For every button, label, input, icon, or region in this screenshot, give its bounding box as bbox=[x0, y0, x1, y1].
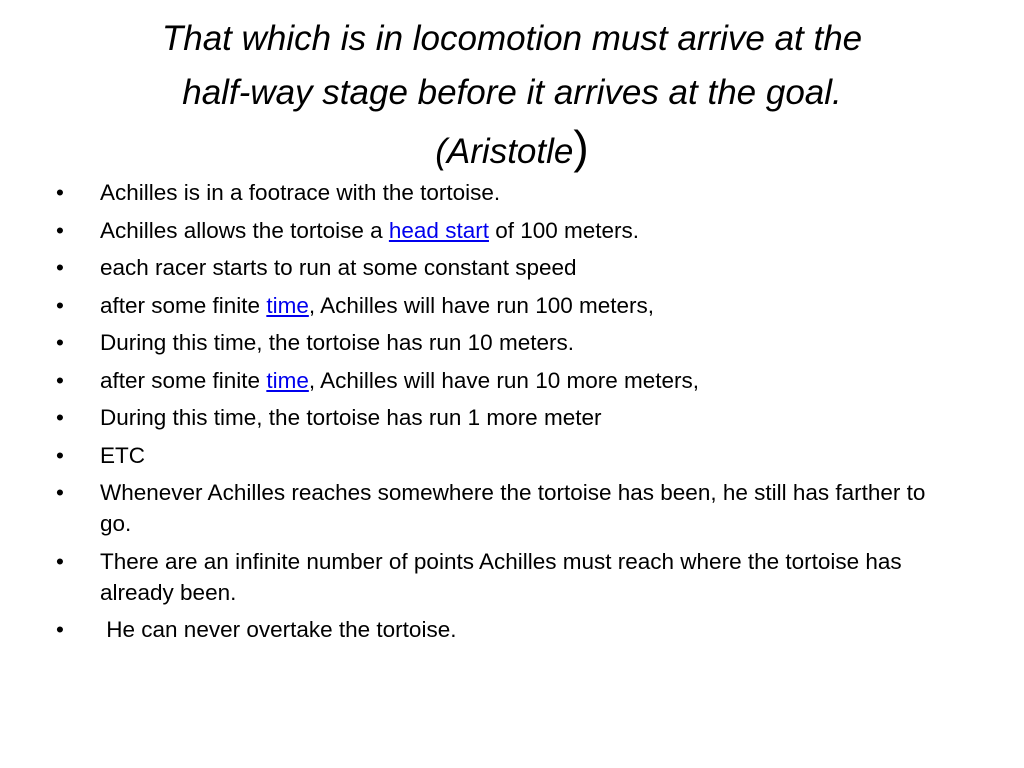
title-line-2: half-way stage before it arrives at the goal. bbox=[182, 73, 842, 112]
title-line-1: That which is in locomotion must arrive at the bbox=[161, 19, 863, 58]
bullet-marker: • bbox=[56, 548, 64, 574]
title-line-3 bbox=[60, 120, 964, 179]
bullet-list bbox=[56, 177, 956, 652]
time-link[interactable]: time bbox=[266, 292, 309, 318]
list-item bbox=[56, 290, 956, 321]
bullet-marker: • bbox=[56, 180, 64, 205]
list-item bbox=[56, 546, 956, 608]
list-item bbox=[56, 365, 956, 396]
bullet-text-post: , Achilles will have run 10 more meters, bbox=[308, 367, 700, 393]
list-item bbox=[56, 614, 956, 645]
bullet-text: During this time, the tortoise has run 1 more meter bbox=[100, 405, 602, 430]
bullet-marker: • bbox=[56, 617, 64, 642]
bullet-marker: • bbox=[56, 405, 64, 430]
bullet-text-pre: after some finite bbox=[100, 367, 267, 393]
title-closing-paren: ) bbox=[573, 121, 589, 173]
bullet-marker: • bbox=[56, 292, 64, 318]
bullet-marker: • bbox=[56, 217, 64, 243]
bullet-text-pre: after some finite bbox=[100, 292, 267, 318]
bullet-text: During this time, the tortoise has run 10 meters. bbox=[100, 330, 574, 355]
bullet-text: Whenever Achilles reaches somewhere the tortoise has been, he still has farther to go. bbox=[100, 480, 926, 536]
title-attribution: (Aristotle bbox=[435, 132, 574, 171]
bullet-text: Achilles is in a footrace with the tortoise. bbox=[100, 180, 501, 205]
time-link[interactable]: time bbox=[266, 367, 309, 393]
bullet-text-post: , Achilles will have run 100 meters, bbox=[308, 292, 655, 318]
slide-title bbox=[60, 12, 964, 179]
list-item bbox=[56, 440, 956, 471]
bullet-text: ETC bbox=[100, 442, 145, 468]
bullet-marker: • bbox=[56, 367, 64, 393]
list-item bbox=[56, 477, 956, 539]
bullet-marker: • bbox=[56, 480, 64, 505]
bullet-text: He can never overtake the tortoise. bbox=[100, 617, 457, 642]
list-item bbox=[56, 177, 956, 208]
bullet-marker: • bbox=[56, 255, 64, 280]
list-item bbox=[56, 252, 956, 283]
bullet-text-pre: Achilles allows the tortoise a bbox=[100, 217, 389, 243]
bullet-text-post: of 100 meters. bbox=[488, 217, 640, 243]
list-item bbox=[56, 215, 956, 246]
list-item bbox=[56, 327, 956, 358]
bullet-marker: • bbox=[56, 330, 64, 355]
bullet-marker: • bbox=[56, 442, 64, 468]
bullet-text: There are an infinite number of points Achilles must reach where the tortoise has already been. bbox=[100, 548, 902, 605]
head-start-link[interactable]: head start bbox=[388, 217, 489, 243]
bullet-text: each racer starts to run at some constant speed bbox=[100, 255, 577, 280]
list-item bbox=[56, 402, 956, 433]
